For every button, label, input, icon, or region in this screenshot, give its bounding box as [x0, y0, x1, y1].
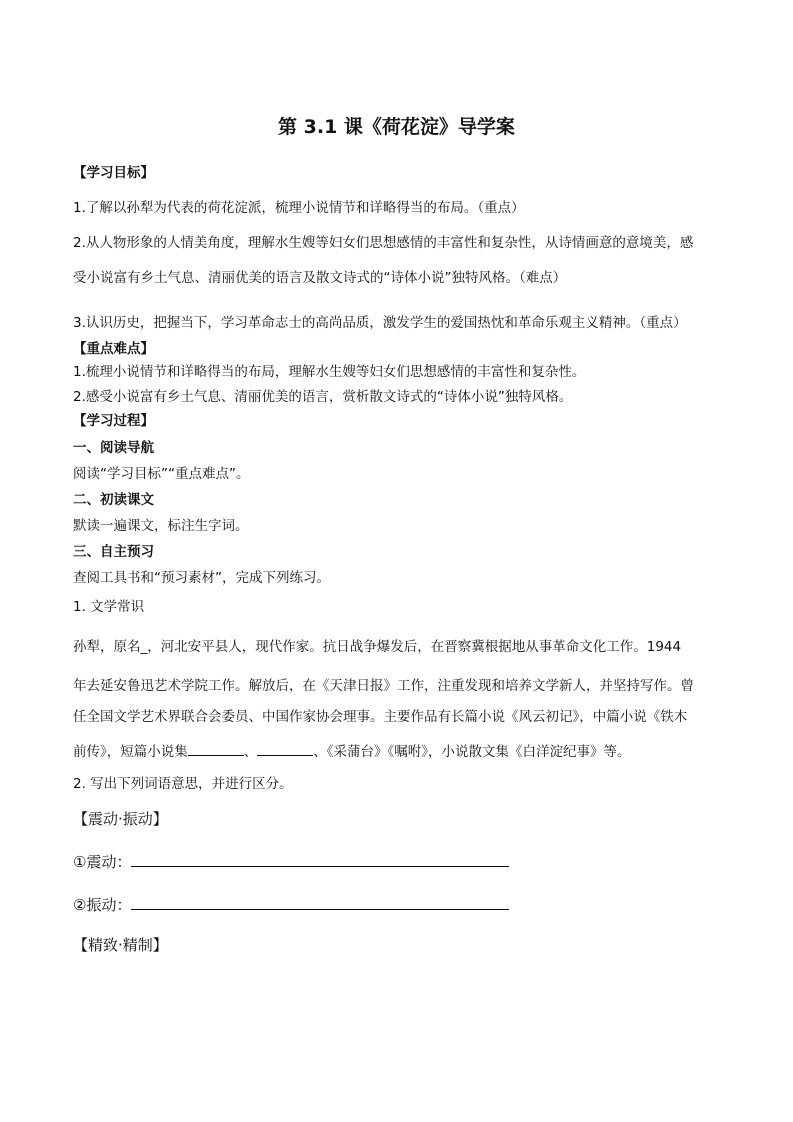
section-1-text: 阅读“学习目标”“重点难点”。: [73, 466, 250, 482]
question-1-line-4-text-b: 、: [243, 744, 258, 760]
question-2-label: 2. 写出下列词语意思，并进行区分。: [73, 776, 293, 792]
question-1-line-1: 孙犁，原名_，河北安平县人，现代作家。抗日战争爆发后，在晋察冀根据地从事革命文化工作。1944: [73, 639, 682, 655]
pair-1-item-a-label: ①震动：: [73, 853, 132, 871]
blank-field-1[interactable]: [188, 741, 244, 756]
blank-field-2[interactable]: [257, 741, 313, 756]
answer-line-1[interactable]: [131, 852, 509, 867]
question-1-line-4-text-c: 、《采蒲台》《嘱咐》，小说散文集《白洋淀纪事》等。: [313, 744, 631, 760]
key-point-item-1: 1.梳理小说情节和详略得当的布局，理解水生嫂等妇女们思想感情的丰富性和复杂性。: [73, 364, 586, 380]
pair-1-heading: 【震动·振动】: [73, 810, 168, 828]
objective-item-2-line-1: 2.从人物形象的人情美角度，理解水生嫂等妇女们思想感情的丰富性和复杂性，从诗情画意的意境美，感: [73, 235, 694, 251]
pair-1-item-a: [73, 852, 509, 871]
key-points-heading: 【重点难点】: [73, 341, 154, 357]
answer-line-2[interactable]: [131, 895, 509, 910]
section-3-text: 查阅工具书和“预习素材”，完成下列练习。: [73, 570, 330, 586]
objectives-heading: 【学习目标】: [73, 165, 154, 181]
question-1-label: 1. 文学常识: [73, 599, 145, 615]
page-title: 第 3.1 课《荷花淀》导学案: [278, 116, 515, 138]
pair-2-heading: 【精致·精制】: [73, 936, 168, 954]
section-1-heading: 一、阅读导航: [73, 440, 154, 456]
section-3-heading: 三、自主预习: [73, 544, 154, 560]
question-1-line-3: 任全国文学艺术界联合会委员、中国作家协会理事。主要作品有长篇小说《风云初记》，中篇小说《铁木: [73, 709, 688, 725]
objective-item-1: 1.了解以孙犁为代表的荷花淀派，梳理小说情节和详略得当的布局。（重点）: [73, 200, 525, 216]
pair-1-item-b: [73, 895, 509, 914]
objective-item-2-line-2: 受小说富有乡土气息、清丽优美的语言及散文诗式的“诗体小说”独特风格。（难点）: [73, 270, 567, 286]
question-1-line-4: [73, 741, 631, 761]
objective-item-3: 3.认识历史，把握当下，学习革命志士的高尚品质，激发学生的爱国热忱和革命乐观主义精神。（重点）: [73, 315, 687, 331]
pair-1-item-b-label: ②振动：: [73, 896, 132, 914]
key-point-item-2: 2.感受小说富有乡土气息、清丽优美的语言，赏析散文诗式的“诗体小说”独特风格。: [73, 389, 573, 405]
question-1-line-4-text-a: 前传》，短篇小说集: [73, 744, 188, 760]
section-2-heading: 二、初读课文: [73, 492, 154, 508]
question-1-line-2: 年去延安鲁迅艺术学院工作。解放后，在《天津日报》工作，注重发现和培养文学新人，并坚持写作。曾: [73, 678, 694, 694]
process-heading: 【学习过程】: [73, 413, 154, 429]
section-2-text: 默读一遍课文，标注生字词。: [73, 518, 249, 534]
